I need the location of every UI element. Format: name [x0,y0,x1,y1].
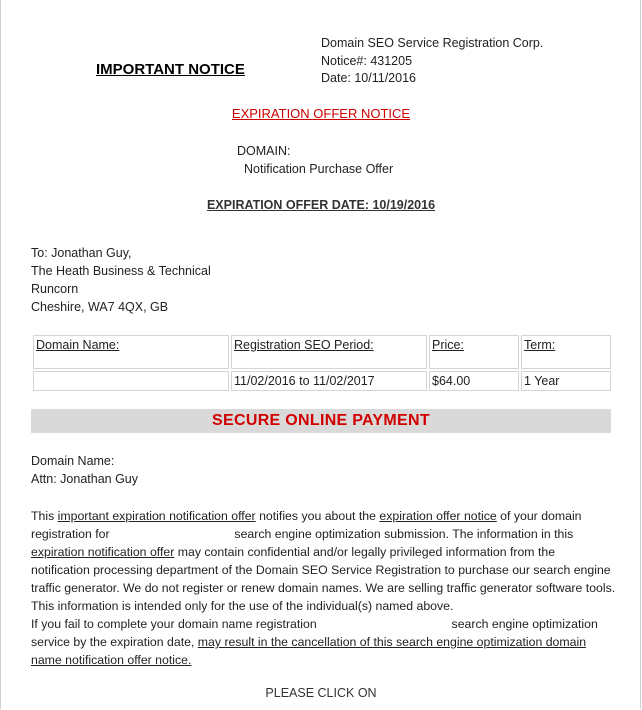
expiration-notification-offer-link[interactable]: expiration notification offer [31,545,175,559]
notice-body [31,507,616,669]
address-to: To: Jonathan Guy, [31,246,132,260]
body-text: of your domain registration for [31,509,582,541]
please-click-on: PLEASE CLICK ON [265,686,377,700]
notice-number: Notice#: 431205 [321,53,413,68]
cell-price: $64.00 [429,371,519,391]
domain-block [237,143,393,178]
header-term: Term: [521,335,611,369]
expiration-offer-notice: EXPIRATION OFFER NOTICE [231,106,411,121]
header-domain-name: Domain Name: [33,335,229,369]
body-text: This [31,509,58,523]
attn-domain-label: Domain Name: [31,454,115,468]
address-line-3: Cheshire, WA7 4QX, GB [31,300,169,314]
header-price: Price: [429,335,519,369]
body-text: If you fail to complete your domain name registration [31,617,321,631]
address-block [31,244,242,316]
cell-domain-name [33,371,229,391]
company-name: Domain SEO Service Registration Corp. [321,36,544,50]
attn-name: Attn: Jonathan Guy [31,471,139,486]
important-offer-link[interactable]: important expiration notification offer [57,509,256,523]
attn-block [31,453,224,488]
redacted-area [114,456,224,468]
header-registration-period: Registration SEO Period: [231,335,427,369]
expiration-offer-notice-link[interactable]: expiration offer notice [379,509,497,523]
body-text: search engine optimization service by the expiration date, [31,617,598,649]
table-row [33,371,611,391]
cell-registration-period: 11/02/2016 to 11/02/2017 [231,371,427,391]
table-header-row [33,335,611,369]
registration-table [31,333,613,393]
secure-online-payment-banner: SECURE ONLINE PAYMENT [31,409,611,433]
cancellation-notice-link[interactable]: may result in the cancellation of this search engine optimization domain name notification offer notice. [31,635,587,667]
body-text: search engine optimization submission. The information in this [231,527,574,541]
domain-label: DOMAIN: [237,144,291,158]
address-line-1: The Heath Business & Technical [31,264,211,278]
redacted-area [132,248,242,260]
cell-term: 1 Year [521,371,611,391]
notice-date: Date: 10/11/2016 [321,71,416,85]
notice-title: IMPORTANT NOTICE [96,61,245,78]
company-info [321,35,543,88]
body-text: may contain confidential and/or legally privileged information from the notification processing department of the Domain SEO Service Registration to purchase our search engine traffic generator. We do not register or renew domain names. We are selling traffic generator software tools. This information is intended only for the use of the individual(s) named above. [31,545,616,613]
domain-subtitle: Notification Purchase Offer [244,161,394,176]
expiration-offer-date: EXPIRATION OFFER DATE: 10/19/2016 [206,198,436,212]
address-line-2: Runcorn [31,282,79,296]
body-text: notifies you about the [255,509,380,523]
